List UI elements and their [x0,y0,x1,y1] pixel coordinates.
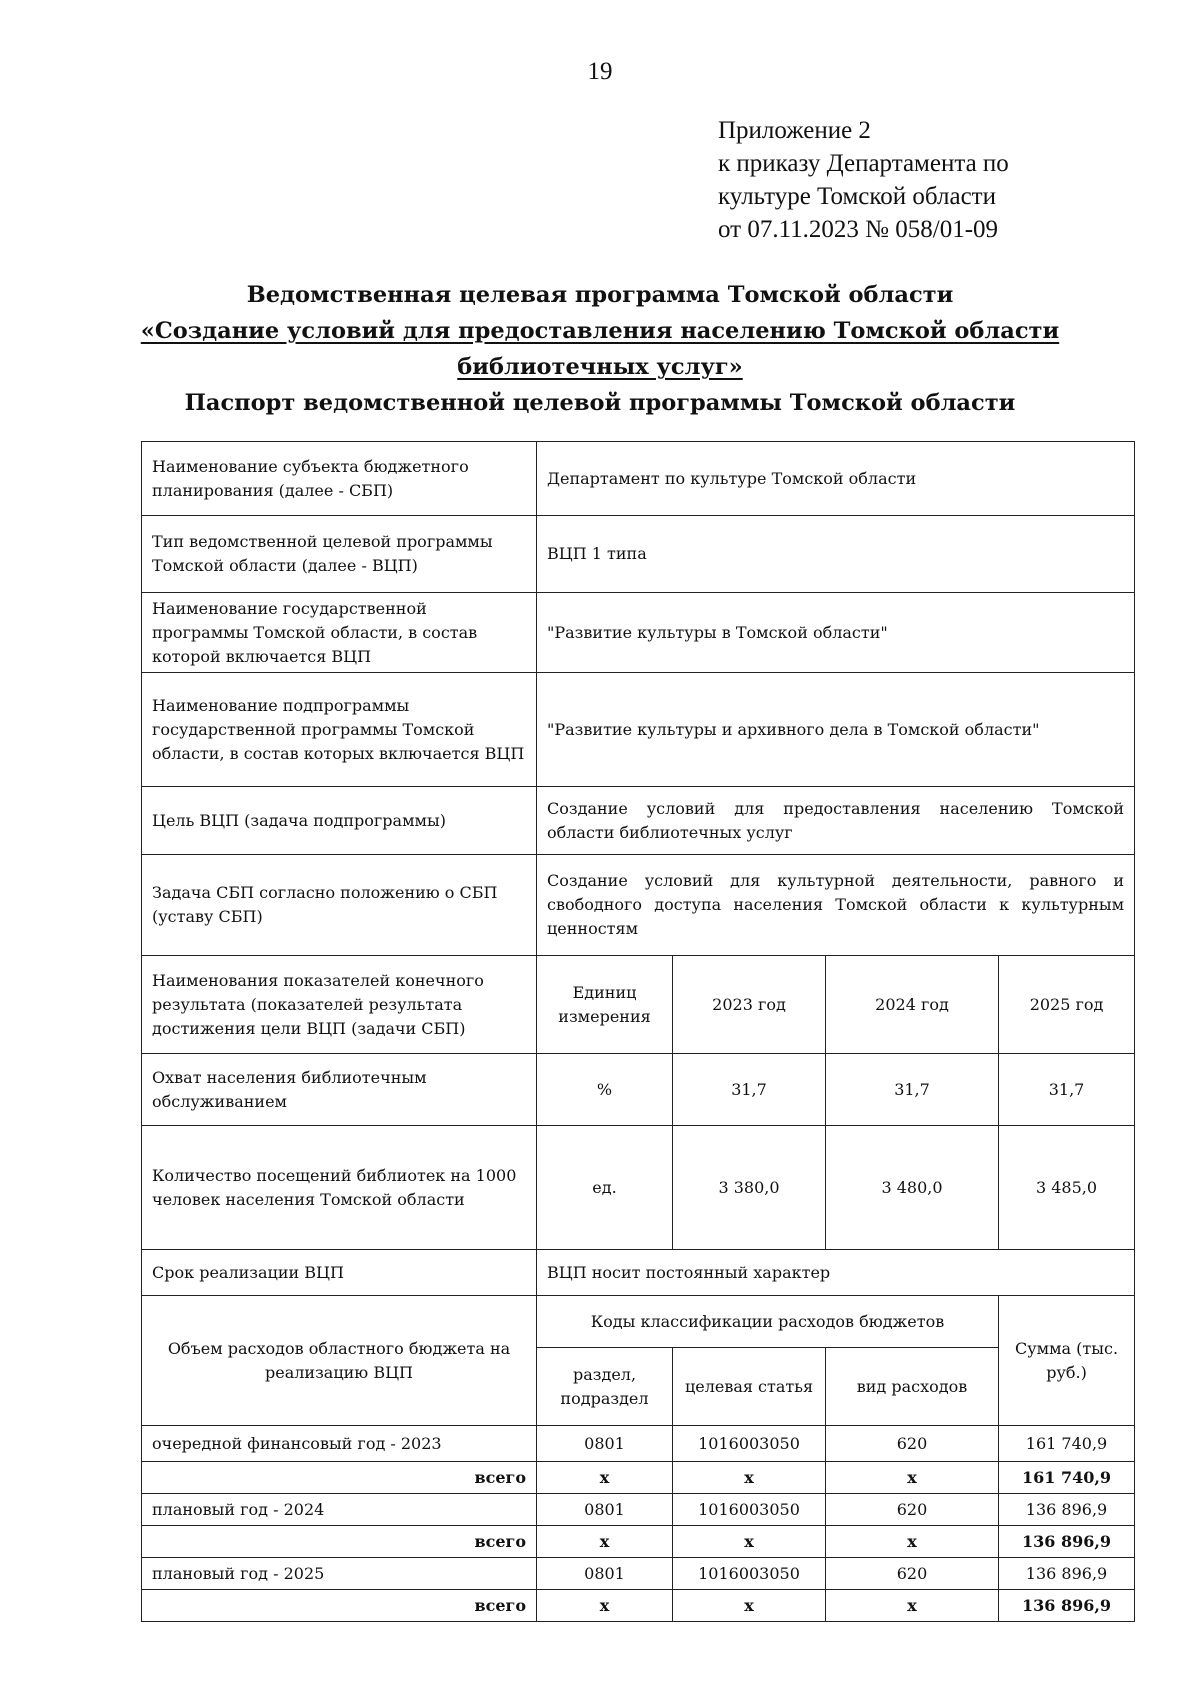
document-title [0,277,1200,421]
total-expense-type: х [826,1590,999,1622]
table-row [142,673,1135,787]
program-type-label: Тип ведомственной целевой программы Томской области (далее - ВЦП) [142,516,537,593]
total-section: х [537,1526,673,1558]
program-type-value: ВЦП 1 типа [537,516,1135,593]
sbp-value: Департамент по культуре Томской области [537,442,1135,516]
table-row [142,787,1135,855]
budget-period-label: очередной финансовый год - 2023 [142,1426,537,1462]
total-expense-type: х [826,1526,999,1558]
table-row [142,442,1135,516]
budget-article: 1016003050 [673,1558,826,1590]
indicator-name: Количество посещений библиотек на 1000 человек населения Томской области [142,1126,537,1250]
budget-total-row [142,1590,1135,1622]
budget-row [142,1426,1135,1462]
expense-type-header: вид расходов [826,1348,999,1426]
budget-row [142,1558,1135,1590]
indicator-value-2024: 3 480,0 [826,1126,999,1250]
indicator-value-2025: 31,7 [999,1054,1135,1126]
passport-table [141,441,1135,1622]
budget-expense-type: 620 [826,1494,999,1526]
subprogram-value: "Развитие культуры и архивного дела в Томской области" [537,673,1135,787]
year-2024-header: 2024 год [826,956,999,1054]
total-sum: 136 896,9 [999,1590,1135,1622]
indicators-label: Наименования показателей конечного результата (показателей результата достижения цели ВЦП (задачи СБП) [142,956,537,1054]
budget-section: 0801 [537,1494,673,1526]
term-label: Срок реализации ВЦП [142,1250,537,1296]
subprogram-label: Наименование подпрограммы государственной программы Томской области, в состав которых включается ВЦП [142,673,537,787]
unit-header: Единиц измерения [537,956,673,1054]
total-label: всего [142,1590,537,1622]
budget-row [142,1494,1135,1526]
task-label: Задача СБП согласно положению о СБП (уставу СБП) [142,855,537,956]
appendix-line: к приказу Департамента по [718,150,1009,177]
indicator-unit: ед. [537,1126,673,1250]
appendix-note [718,114,1009,246]
title-line: Ведомственная целевая программа Томской области [246,282,954,308]
total-article: х [673,1462,826,1494]
goal-label: Цель ВЦП (задача подпрограммы) [142,787,537,855]
budget-period-label: плановый год - 2025 [142,1558,537,1590]
sbp-label: Наименование субъекта бюджетного планирования (далее - СБП) [142,442,537,516]
indicator-value-2024: 31,7 [826,1054,999,1126]
term-value: ВЦП носит постоянный характер [537,1250,1135,1296]
total-article: х [673,1526,826,1558]
page-number: 19 [587,58,613,85]
table-row [142,1250,1135,1296]
budget-codes-header: Коды классификации расходов бюджетов [537,1296,999,1348]
appendix-line: культуре Томской области [718,183,996,210]
budget-header-row [142,1296,1135,1348]
budget-sum: 161 740,9 [999,1426,1135,1462]
appendix-line: от 07.11.2023 № 058/01-09 [718,216,999,243]
budget-expense-type: 620 [826,1558,999,1590]
table-row [142,516,1135,593]
year-2023-header: 2023 год [673,956,826,1054]
total-sum: 136 896,9 [999,1526,1135,1558]
total-sum: 161 740,9 [999,1462,1135,1494]
goal-value: Создание условий для предоставления населению Томской области библиотечных услуг [537,787,1135,855]
indicator-value-2025: 3 485,0 [999,1126,1135,1250]
indicator-unit: % [537,1054,673,1126]
passport-title: Паспорт ведомственной целевой программы Томской области [184,390,1016,416]
budget-total-row [142,1462,1135,1494]
program-name-line: «Создание условий для предоставления населению Томской области [140,318,1060,344]
table-row [142,593,1135,673]
budget-article: 1016003050 [673,1494,826,1526]
indicators-header-row [142,956,1135,1054]
section-header: раздел, подраздел [537,1348,673,1426]
budget-article: 1016003050 [673,1426,826,1462]
task-value: Создание условий для культурной деятельности, равного и свободного доступа населения Томской области к культурным ценностям [537,855,1135,956]
appendix-line: Приложение 2 [718,117,871,144]
indicator-value-2023: 3 380,0 [673,1126,826,1250]
program-name-line: библиотечных услуг» [457,354,743,380]
budget-section: 0801 [537,1558,673,1590]
table-row [142,855,1135,956]
indicator-name: Охват населения библиотечным обслуживанием [142,1054,537,1126]
budget-sum: 136 896,9 [999,1558,1135,1590]
budget-period-label: плановый год - 2024 [142,1494,537,1526]
indicator-row [142,1054,1135,1126]
article-header: целевая статья [673,1348,826,1426]
indicator-value-2023: 31,7 [673,1054,826,1126]
budget-label: Объем расходов областного бюджета на реализацию ВЦП [142,1296,537,1426]
budget-sum-header: Сумма (тыс. руб.) [999,1296,1135,1426]
budget-sum: 136 896,9 [999,1494,1135,1526]
year-2025-header: 2025 год [999,956,1135,1054]
total-article: х [673,1590,826,1622]
state-program-value: "Развитие культуры в Томской области" [537,593,1135,673]
budget-section: 0801 [537,1426,673,1462]
state-program-label: Наименование государственной программы Томской области, в состав которой включается ВЦП [142,593,537,673]
total-section: х [537,1590,673,1622]
budget-expense-type: 620 [826,1426,999,1462]
total-label: всего [142,1526,537,1558]
total-section: х [537,1462,673,1494]
total-expense-type: х [826,1462,999,1494]
total-label: всего [142,1462,537,1494]
indicator-row [142,1126,1135,1250]
budget-total-row [142,1526,1135,1558]
